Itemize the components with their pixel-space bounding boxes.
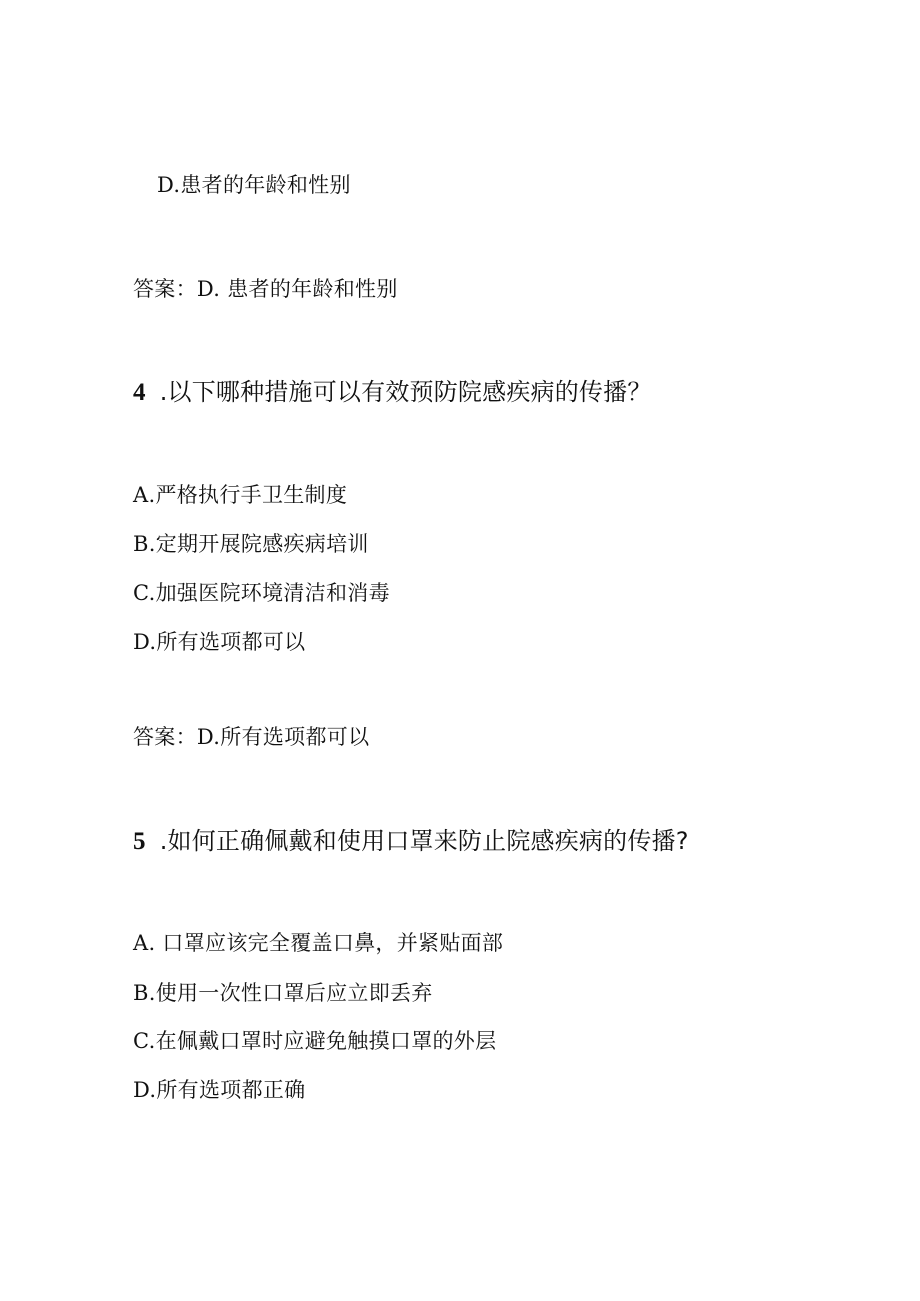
question-4-text: .以下哪种措施可以有效预防院感疾病的传播？ [159, 378, 652, 406]
question-5-option-d: D.所有选项都正确 [133, 1078, 306, 1102]
question-5-option-b: B.使用一次性口罩后应立即丢弃 [133, 981, 433, 1005]
question-4-answer: 答案：D.所有选项都可以 [133, 725, 370, 749]
question-5-number: 5 [133, 828, 146, 855]
previous-question-option-d: D.患者的年龄和性别 [157, 173, 351, 197]
question-4-option-a: A.严格执行手卫生制度 [133, 483, 348, 507]
question-4-heading [133, 380, 652, 405]
question-5-text: .如何正确佩戴和使用口罩来防止院感疾病的传播? [159, 827, 689, 855]
question-4-option-b: B.定期开展院感疾病培训 [133, 532, 369, 556]
question-5-heading [133, 829, 689, 854]
question-4-option-d: D.所有选项都可以 [133, 630, 306, 654]
question-5-option-c: C.在佩戴口罩时应避免触摸口罩的外层 [133, 1029, 497, 1053]
question-5-option-a: A. 口罩应该完全覆盖口鼻，并紧贴面部 [133, 931, 504, 955]
question-4-option-c: C.加强医院环境清洁和消毒 [133, 581, 390, 605]
question-4-number: 4 [133, 379, 146, 406]
previous-question-answer: 答案：D. 患者的年龄和性别 [133, 277, 398, 301]
